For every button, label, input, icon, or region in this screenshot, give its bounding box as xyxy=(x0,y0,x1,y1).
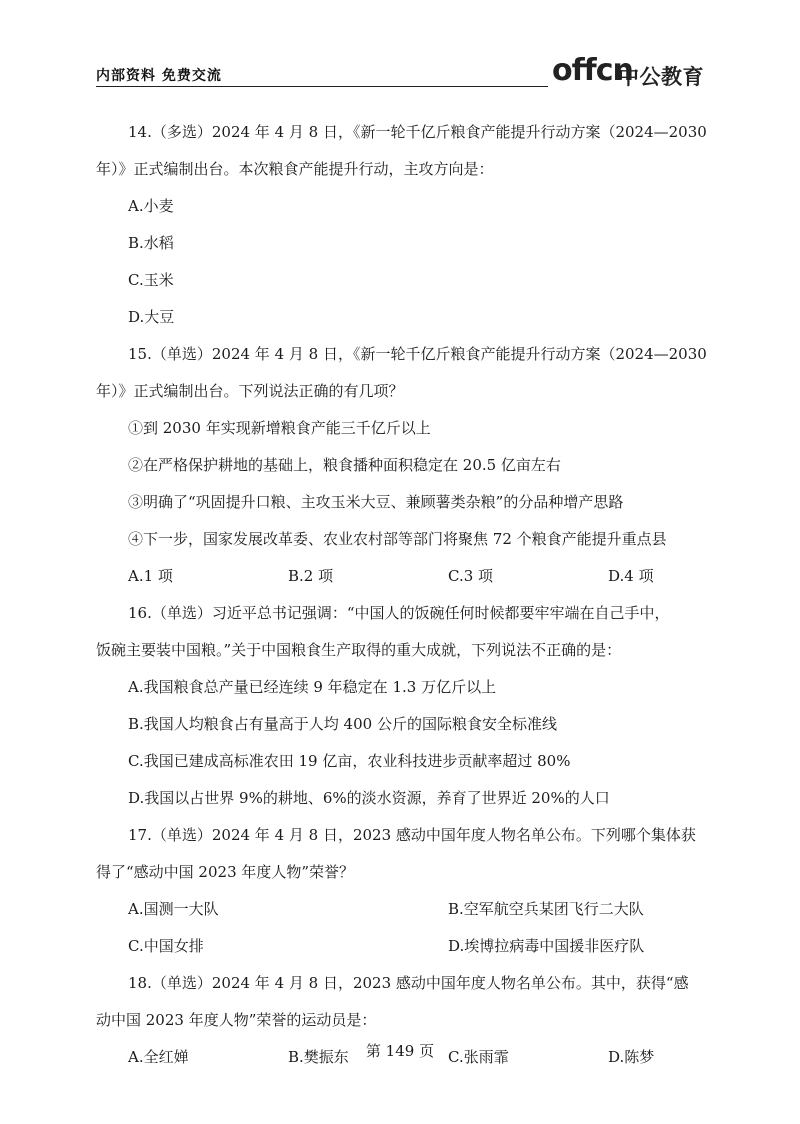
answer-option: D.埃博拉病毒中国援非医疗队 xyxy=(448,937,645,955)
question-stem: 16.（单选）习近平总书记强调：“中国人的饭碗任何时候都要牢牢端在自己手中， xyxy=(128,604,670,622)
answer-option: D.我国以占世界 9%的耕地、6%的淡水资源，养育了世界近 20%的人口 xyxy=(128,789,610,807)
answer-option: C.我国已建成高标准农田 19 亿亩，农业科技进步贡献率超过 80% xyxy=(128,752,571,770)
answer-option: A.全红婵 xyxy=(128,1048,189,1066)
statement-item: ④下一步，国家发展改革委、农业农村部等部门将聚焦 72 个粮食产能提升重点县 xyxy=(128,530,667,548)
answer-option: D.大豆 xyxy=(128,308,175,326)
options-row xyxy=(96,891,702,928)
header-label: 内部资料 免费交流 xyxy=(96,68,222,84)
question-stem: 14.（多选）2024 年 4 月 8 日，《新一轮千亿斤粮食产能提升行动方案（2024—2030 xyxy=(128,123,707,141)
answer-option: C.玉米 xyxy=(128,271,174,289)
question-stem: 年）》正式编制出台。本次粮食产能提升行动，主攻方向是： xyxy=(96,160,494,178)
question-15 xyxy=(96,336,707,595)
answer-option: A.我国粮食总产量已经连续 9 年稳定在 1.3 万亿斤以上 xyxy=(128,678,497,696)
answer-option: A.小麦 xyxy=(128,197,174,215)
question-14 xyxy=(96,114,707,336)
statement-item: ②在严格保护耕地的基础上，粮食播种面积稳定在 20.5 亿亩左右 xyxy=(128,456,561,474)
answer-option: D.陈梦 xyxy=(608,1048,655,1066)
answer-option: A.国测一大队 xyxy=(128,900,219,918)
answer-option: A.1 项 xyxy=(128,567,173,585)
page-header xyxy=(96,55,704,95)
question-17 xyxy=(96,817,702,965)
question-stem: 年）》正式编制出台。下列说法正确的有几项？ xyxy=(96,382,404,400)
answer-option: B.空军航空兵某团飞行二大队 xyxy=(448,900,644,918)
statement-item: ①到 2030 年实现新增粮食产能三千亿斤以上 xyxy=(128,419,431,437)
offcn-logo xyxy=(548,55,704,95)
options-row xyxy=(96,558,702,595)
answer-option: B.水稻 xyxy=(128,234,174,252)
answer-option: B.2 项 xyxy=(288,567,334,585)
question-stem: 17.（单选）2024 年 4 月 8 日，2023 感动中国年度人物名单公布。下列哪个集体获 xyxy=(128,826,696,844)
question-stem: 15.（单选）2024 年 4 月 8 日，《新一轮千亿斤粮食产能提升行动方案（2024—2030 xyxy=(128,345,707,363)
answer-option: C.3 项 xyxy=(448,567,494,585)
page-number: 第 149 页 xyxy=(365,1042,435,1060)
answer-option: C.张雨霏 xyxy=(448,1048,509,1066)
statement-item: ③明确了“巩固提升口粮、主攻玉米大豆、兼顾薯类杂粮”的分品种增产思路 xyxy=(128,493,624,511)
answer-option: B.我国人均粮食占有量高于人均 400 公斤的国际粮食安全标准线 xyxy=(128,715,557,733)
logo-chinese-text: 中公教育 xyxy=(618,65,704,89)
header-rule xyxy=(96,86,548,87)
logo-latin-text: offcn xyxy=(552,53,633,88)
question-stem: 饭碗主要装中国粮。”关于中国粮食生产取得的重大成就，下列说法不正确的是： xyxy=(96,641,622,659)
answer-option: B.樊振东 xyxy=(288,1048,349,1066)
options-row xyxy=(96,928,702,965)
answer-option: D.4 项 xyxy=(608,567,654,585)
question-stem: 得了“感动中国 2023 年度人物”荣誉？ xyxy=(96,863,355,881)
question-stem: 动中国 2023 年度人物”荣誉的运动员是： xyxy=(96,1011,377,1029)
question-stem: 18.（单选）2024 年 4 月 8 日，2023 感动中国年度人物名单公布。其中，获得“感 xyxy=(128,974,689,992)
question-16 xyxy=(96,595,702,817)
question-list xyxy=(96,114,707,1076)
answer-option: C.中国女排 xyxy=(128,937,204,955)
